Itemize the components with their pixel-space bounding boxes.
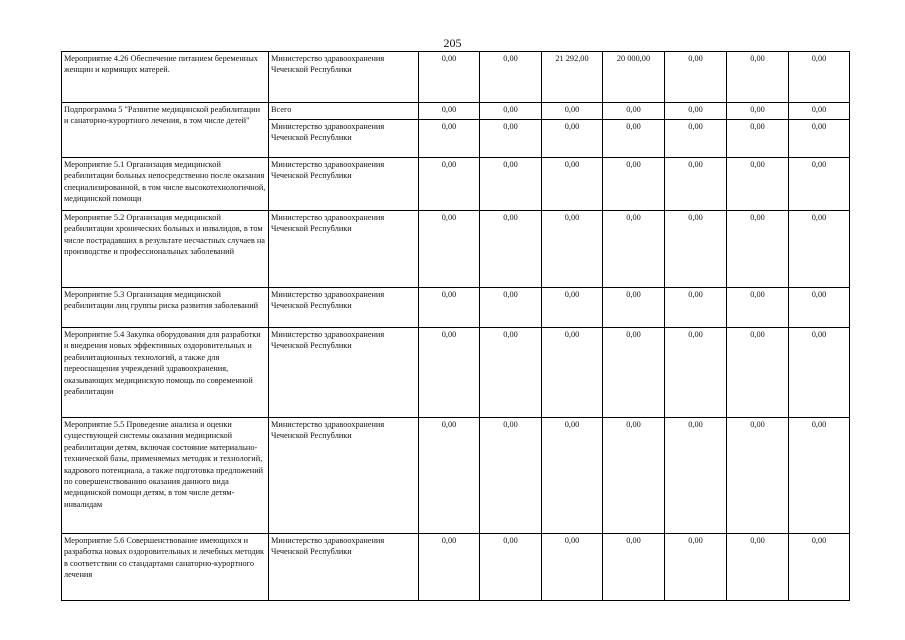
value-cell: 0,00	[603, 211, 665, 288]
executor-cell: Министерство здравоохранения Чеченской Республики	[269, 158, 419, 211]
value-cell: 0,00	[419, 103, 480, 120]
value-cell: 0,00	[480, 103, 542, 120]
value-cell: 0,00	[665, 534, 727, 601]
event-name-cell: Мероприятие 5.1 Организация медицинской реабилитации больных непосредственно после оказания специализированной, в том числе высокотехнологичной, медицинской помощи	[62, 158, 269, 211]
value-cell: 0,00	[789, 288, 850, 328]
value-cell: 0,00	[480, 52, 542, 103]
value-cell: 0,00	[542, 328, 603, 418]
event-name-cell: Мероприятие 5.5 Проведение анализа и оценки существующей системы оказания медицинской реабилитации детям, включая состояние материально-технической базы, применяемых методик и технологий, кадрового потенциала, а также подготовка предложений по совершенствованию оказания данного вида медицинской помощи детям, в том числе детям-инвалидам	[62, 418, 269, 534]
table-row	[62, 328, 850, 418]
value-cell: 0,00	[789, 52, 850, 103]
value-cell: 0,00	[419, 158, 480, 211]
subprogram-name-cell: Подпрограмма 5 "Развитие медицинской реабилитации и санаторно-курортного лечения, в том числе детей"	[62, 103, 269, 158]
event-name-cell: Мероприятие 5.2 Организация медицинской реабилитации хронических больных и инвалидов, в том числе пострадавших в результате несчастных случаев на производстве и профессиональных заболеваний	[62, 211, 269, 288]
value-cell: 0,00	[727, 120, 789, 158]
event-name-cell: Мероприятие 5.4 Закупка оборудования для разработки и внедрения новых эффективных оздоровительных и реабилитационных технологий, а также для переоснащения учреждений здравоохранения, оказывающих медицинскую помощь по современной реабилитации	[62, 328, 269, 418]
executor-cell: Министерство здравоохранения Чеченской Республики	[269, 52, 419, 103]
value-cell: 0,00	[789, 328, 850, 418]
page-number: 205	[443, 36, 462, 50]
value-cell: 0,00	[789, 158, 850, 211]
table-row	[62, 103, 850, 120]
event-name-cell: Мероприятие 5.6 Совершенствование имеющихся и разработка новых оздоровительных и лечебных методик в соответствии со стандартами санаторно-курортного лечения	[62, 534, 269, 601]
executor-cell: Министерство здравоохранения Чеченской Республики	[269, 328, 419, 418]
value-cell: 0,00	[665, 52, 727, 103]
table-row	[62, 534, 850, 601]
value-cell: 0,00	[665, 211, 727, 288]
value-cell: 0,00	[542, 211, 603, 288]
value-cell: 0,00	[542, 103, 603, 120]
value-cell: 0,00	[727, 534, 789, 601]
value-cell: 0,00	[789, 534, 850, 601]
value-cell: 0,00	[727, 211, 789, 288]
value-cell: 0,00	[789, 211, 850, 288]
executor-cell: Министерство здравоохранения Чеченской Республики	[269, 418, 419, 534]
value-cell: 0,00	[419, 418, 480, 534]
executor-cell: Министерство здравоохранения Чеченской Республики	[269, 534, 419, 601]
value-cell: 0,00	[419, 534, 480, 601]
value-cell: 0,00	[665, 288, 727, 328]
value-cell: 0,00	[727, 103, 789, 120]
value-cell: 0,00	[480, 418, 542, 534]
value-cell: 0,00	[603, 534, 665, 601]
value-cell: 0,00	[665, 158, 727, 211]
value-cell: 0,00	[480, 534, 542, 601]
value-cell: 0,00	[419, 211, 480, 288]
value-cell: 0,00	[542, 534, 603, 601]
value-cell: 0,00	[480, 120, 542, 158]
value-cell: 0,00	[665, 103, 727, 120]
executor-cell: Министерство здравоохранения Чеченской Республики	[269, 211, 419, 288]
value-cell: 0,00	[665, 120, 727, 158]
value-cell: 0,00	[727, 158, 789, 211]
table-row	[62, 52, 850, 103]
executor-cell: Министерство здравоохранения Чеченской Республики	[269, 120, 419, 158]
table-row	[62, 211, 850, 288]
value-cell: 0,00	[789, 103, 850, 120]
budget-table	[61, 51, 850, 601]
value-cell: 21 292,00	[542, 52, 603, 103]
event-name-cell: Мероприятие 4.26 Обеспечение питанием беременных женщин и кормящих матерей.	[62, 52, 269, 103]
value-cell: 0,00	[665, 418, 727, 534]
value-cell: 0,00	[727, 288, 789, 328]
table-row	[62, 418, 850, 534]
value-cell: 0,00	[419, 328, 480, 418]
value-cell: 0,00	[419, 52, 480, 103]
value-cell: 0,00	[603, 328, 665, 418]
value-cell: 0,00	[542, 418, 603, 534]
value-cell: 0,00	[603, 158, 665, 211]
value-cell: 0,00	[542, 120, 603, 158]
executor-cell: Всего	[269, 103, 419, 120]
event-name-cell: Мероприятие 5.3 Организация медицинской реабилитации лиц группы риска развития заболеваний	[62, 288, 269, 328]
value-cell: 0,00	[789, 418, 850, 534]
value-cell: 0,00	[727, 418, 789, 534]
value-cell: 20 000,00	[603, 52, 665, 103]
value-cell: 0,00	[727, 328, 789, 418]
value-cell: 0,00	[480, 288, 542, 328]
table-row	[62, 288, 850, 328]
value-cell: 0,00	[480, 211, 542, 288]
value-cell: 0,00	[419, 120, 480, 158]
value-cell: 0,00	[480, 328, 542, 418]
value-cell: 0,00	[665, 328, 727, 418]
value-cell: 0,00	[480, 158, 542, 211]
value-cell: 0,00	[603, 120, 665, 158]
value-cell: 0,00	[419, 288, 480, 328]
table-row	[62, 158, 850, 211]
value-cell: 0,00	[542, 158, 603, 211]
value-cell: 0,00	[542, 288, 603, 328]
executor-cell: Министерство здравоохранения Чеченской Республики	[269, 288, 419, 328]
value-cell: 0,00	[603, 418, 665, 534]
value-cell: 0,00	[789, 120, 850, 158]
value-cell: 0,00	[727, 52, 789, 103]
value-cell: 0,00	[603, 103, 665, 120]
value-cell: 0,00	[603, 288, 665, 328]
